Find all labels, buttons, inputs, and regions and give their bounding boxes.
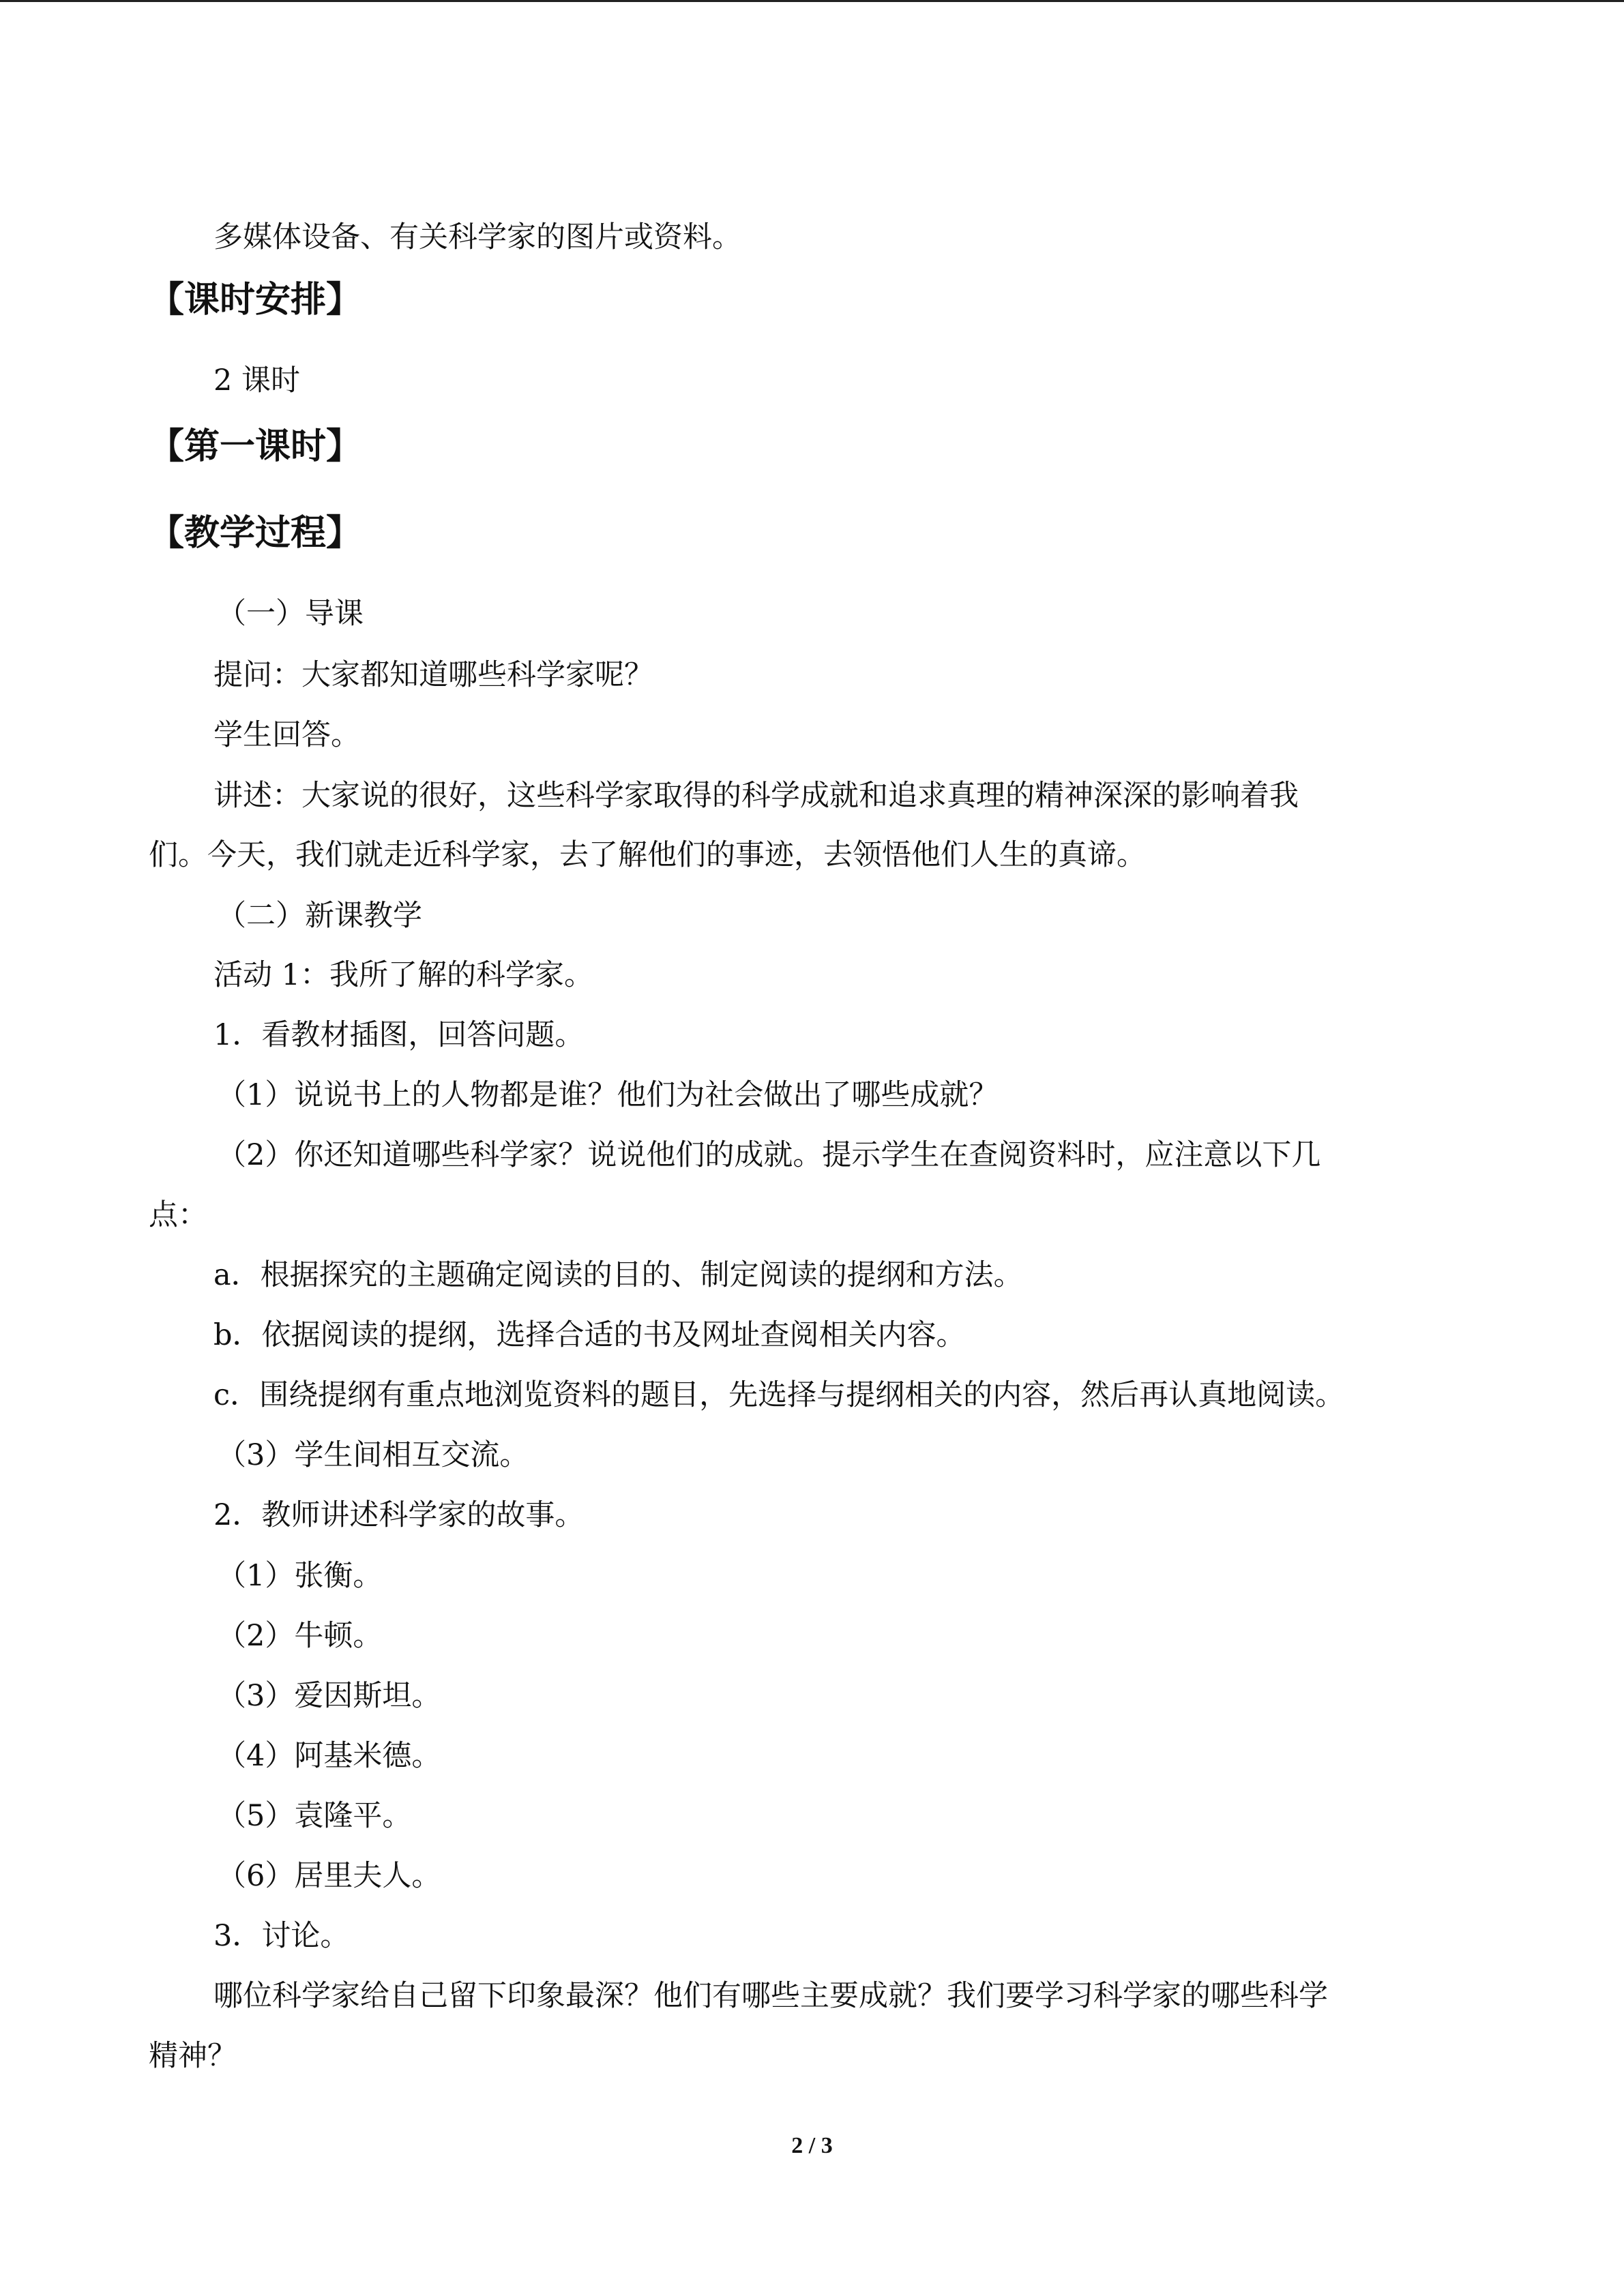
step1-title: 1．看教材插图，回答问题。: [213, 1018, 585, 1052]
top-border-line: [0, 0, 1624, 2]
heading-schedule: 【课时安排】: [149, 280, 362, 320]
scientist-item: （1）张衡。: [217, 1559, 383, 1593]
schedule-text: 2 课时: [213, 363, 301, 398]
scientist-item: （6）居里夫人。: [217, 1859, 441, 1893]
question-intro: 提问：大家都知道哪些科学家呢？: [213, 658, 653, 692]
scientist-item: （3）爱因斯坦。: [217, 1679, 441, 1713]
step1-question2-line1: （2）你还知道哪些科学家？说说他们的成就。提示学生在查阅资料时，应注意以下几: [217, 1138, 1321, 1172]
scientist-item: （4）阿基米德。: [217, 1739, 441, 1773]
scientist-item: （5）袁隆平。: [217, 1799, 412, 1833]
narration-line2: 们。今天，我们就走近科学家，去了解他们的事迹，去领悟他们人生的真谛。: [149, 838, 1146, 872]
step2-title: 2．教师讲述科学家的故事。: [213, 1498, 585, 1532]
scientist-item: （2）牛顿。: [217, 1619, 383, 1653]
step1-question2-line2: 点：: [149, 1198, 207, 1232]
part-two-title: （二）新课教学: [217, 899, 422, 933]
activity-title: 活动 1：我所了解的科学家。: [213, 958, 594, 992]
heading-process: 【教学过程】: [149, 513, 362, 554]
part-one-title: （一）导课: [217, 597, 364, 631]
point-a: a．根据探究的主题确定阅读的目的、制定阅读的提纲和方法。: [213, 1258, 1023, 1292]
step3-title: 3．讨论。: [213, 1919, 350, 1953]
discussion-line2: 精神？: [149, 2039, 237, 2073]
page-number: 2 / 3: [791, 2133, 833, 2158]
point-b: b．依据阅读的提纲，选择合适的书及网址查阅相关内容。: [213, 1318, 966, 1352]
materials-text: 多媒体设备、有关科学家的图片或资料。: [213, 220, 741, 254]
point-c: c．围绕提纲有重点地浏览资料的题目，先选择与提纲相关的内容，然后再认真地阅读。: [213, 1378, 1345, 1412]
step1-question1: （1）说说书上的人物都是谁？他们为社会做出了哪些成就？: [217, 1078, 999, 1112]
narration-line1: 讲述：大家说的很好，这些科学家取得的科学成就和追求真理的精神深深的影响着我: [213, 779, 1299, 813]
student-answer: 学生回答。: [213, 718, 360, 752]
heading-first-lesson: 【第一课时】: [149, 426, 362, 467]
step1-question3: （3）学生间相互交流。: [217, 1438, 529, 1472]
discussion-line1: 哪位科学家给自己留下印象最深？他们有哪些主要成就？我们要学习科学家的哪些科学: [213, 1979, 1328, 2013]
